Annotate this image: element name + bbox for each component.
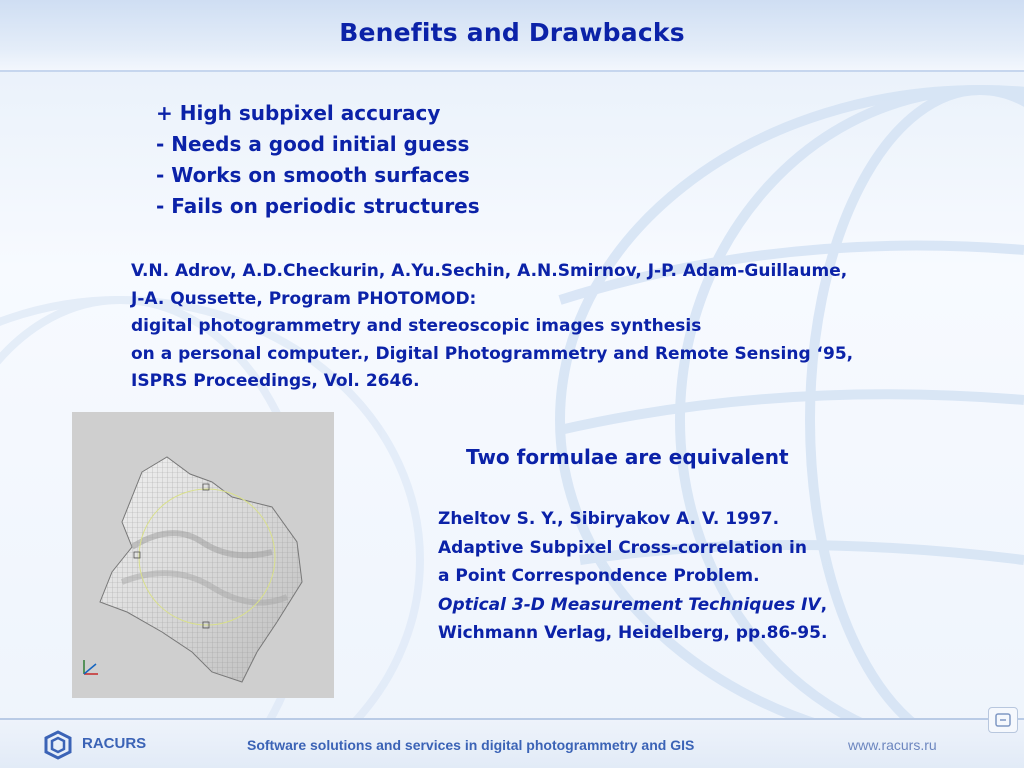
corner-nav-button[interactable] [988,707,1018,733]
reference-line: a Point Correspondence Problem. [438,566,760,586]
logo-text: RACURS [82,735,147,752]
reference-line: Adaptive Subpixel Cross-correlation in [438,537,807,558]
reference-photomod [131,258,853,396]
corner-nav-icon [989,708,1017,732]
benefits-list [156,98,480,222]
axes-gizmo-icon [84,660,98,674]
equivalence-note: Two formulae are equivalent [466,445,789,469]
reference-line: Wichmann Verlag, Heidelberg, pp.86-95. [438,623,828,643]
reference-line: ISPRS Proceedings, Vol. 2646. [131,371,420,391]
bullet-item: - Works on smooth surfaces [156,163,470,187]
journal-title: Optical 3-D Measurement Techniques IV [438,594,821,615]
reference-line: digital photogrammetry and stereoscopic images synthesis [131,316,702,336]
bullet-item: - Needs a good initial guess [156,132,470,156]
racurs-logo-icon [40,728,74,762]
reference-line: on a personal computer., Digital Photogrammetry and Remote Sensing ‘95, [131,343,854,364]
journal-comma: , [820,594,828,615]
footer-url[interactable]: www.racurs.ru [848,737,937,753]
header-divider [0,70,1024,72]
slide-title: Benefits and Drawbacks [339,18,685,47]
footer-tagline: Software solutions and services in digital photogrammetry and GIS [247,737,695,753]
reference-zheltov [438,505,827,648]
reference-line [438,591,827,620]
reference-line: Zheltov S. Y., Sibiryakov A. V. 1997. [438,509,780,529]
bullet-item: - Fails on periodic structures [156,194,480,218]
reference-line: J-A. Qussette, Program PHOTOMOD: [131,288,477,309]
reference-line: V.N. Adrov, A.D.Checkurin, A.Yu.Sechin, A.N.Smirnov, J-P. Adam-Guillaume, [131,261,848,281]
surface-mesh-image [72,412,334,698]
bullet-item: + High subpixel accuracy [156,101,441,125]
